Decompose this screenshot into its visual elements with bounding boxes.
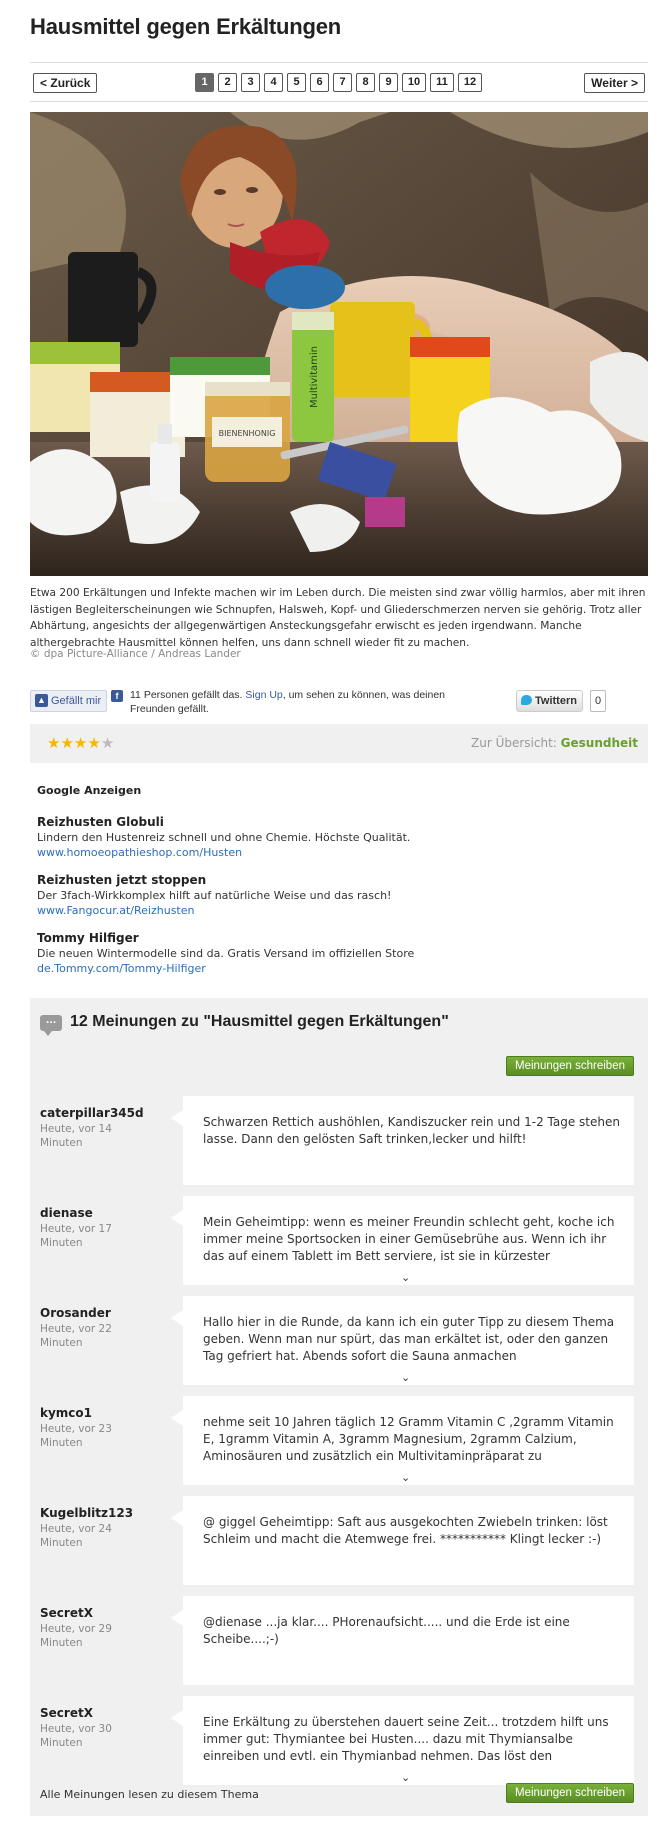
thumbs-up-icon: ▲ <box>35 694 48 707</box>
photo-credit: © dpa Picture-Alliance / Andreas Lander <box>30 648 241 660</box>
comment-item <box>30 1706 648 1794</box>
star-icon[interactable]: ★ <box>47 734 61 752</box>
comments-title: 12 Meinungen zu "Hausmittel gegen Erkältungen" <box>70 1013 449 1030</box>
page-title: Hausmittel gegen Erkältungen <box>30 14 342 39</box>
honey-jar-label: BIENENHONIG <box>218 429 276 438</box>
comment-time: Heute, vor 30 Minuten <box>40 1723 112 1749</box>
ad-item[interactable] <box>37 814 637 860</box>
chevron-right-icon: > <box>630 76 638 90</box>
overview-link <box>471 736 638 750</box>
comment-author[interactable]: kymco1 <box>40 1406 93 1420</box>
page-number-5[interactable]: 5 <box>287 73 306 92</box>
page-number-11[interactable]: 11 <box>430 73 454 92</box>
page-number-4[interactable]: 4 <box>264 73 283 92</box>
speech-bubble-icon: ... <box>40 1015 62 1031</box>
twitter-bird-icon <box>521 695 532 705</box>
ad-title[interactable]: Tommy Hilfiger <box>37 931 139 945</box>
star-icon[interactable]: ★ <box>87 734 101 752</box>
facebook-signup-link[interactable]: Sign Up <box>245 689 283 701</box>
page-number-7[interactable]: 7 <box>333 73 352 92</box>
comment-bubble <box>183 1496 634 1585</box>
comment-bubble <box>183 1096 634 1185</box>
page-number-6[interactable]: 6 <box>310 73 329 92</box>
chevron-left-icon: < <box>40 76 48 90</box>
ad-title[interactable]: Reizhusten jetzt stoppen <box>37 873 207 887</box>
ad-text: Lindern den Hustenreiz schnell und ohne Chemie. Höchste Qualität. <box>37 831 411 844</box>
page-number-2[interactable]: 2 <box>218 73 237 92</box>
write-comment-button[interactable]: Meinungen schreiben <box>506 1056 634 1076</box>
comment-bubble <box>183 1396 634 1485</box>
facebook-like-suffix: , um sehen zu können, was deinen Freunden gefällt. <box>130 689 446 715</box>
page-number-3[interactable]: 3 <box>241 73 260 92</box>
ad-text: Die neuen Wintermodelle sind da. Gratis Versand im offiziellen Store <box>37 947 415 960</box>
prev-button[interactable] <box>33 73 97 93</box>
google-ads <box>37 784 637 988</box>
comment-text: @dienase ...ja klar.... PHorenaufsicht..... und die Erde ist eine Scheibe....;-) <box>203 1615 570 1646</box>
page-number-8[interactable]: 8 <box>356 73 375 92</box>
overview-category-link[interactable]: Gesundheit <box>560 736 638 750</box>
comment-item <box>30 1506 648 1594</box>
comment-text: Eine Erkältung zu überstehen dauert seine Zeit... trotzdem hilft uns immer gut: Thymiantee bei Husten.... dazu mit Thymiansalbe einreiben und evtl. ein Thymianbad nehmen. Das löst den <box>203 1715 609 1763</box>
twitter-button[interactable] <box>516 690 583 712</box>
social-bar <box>30 688 648 724</box>
comment-time: Heute, vor 17 Minuten <box>40 1223 112 1249</box>
comment-text: Schwarzen Rettich aushöhlen, Kandiszucker rein und 1-2 Tage stehen lasse. Dann den gelösten Saft trinken,lecker und hilft! <box>203 1115 620 1146</box>
comment-author[interactable]: Kugelblitz123 <box>40 1506 134 1520</box>
page-numbers <box>195 73 486 93</box>
comment-item <box>30 1206 648 1294</box>
overview-label: Zur Übersicht: <box>471 736 557 750</box>
comment-bubble <box>183 1196 634 1285</box>
comment-item <box>30 1306 648 1394</box>
expand-chevron-icon[interactable]: ⌄ <box>401 1371 411 1384</box>
ad-url[interactable]: www.Fangocur.at/Reizhusten <box>37 904 195 917</box>
expand-chevron-icon[interactable]: ⌄ <box>401 1471 411 1484</box>
ad-url[interactable]: www.homoeopathieshop.com/Husten <box>37 846 243 859</box>
comment-time: Heute, vor 14 Minuten <box>40 1123 112 1149</box>
comment-text: Mein Geheimtipp: wenn es meiner Freundin schlecht geht, koche ich immer meine Sportsocken in einer Gemüsebrühe aus. Wenn ich ihr das auf einem Tablett im Bett serviere, ist sie in kürzester <box>203 1215 615 1263</box>
comment-bubble <box>183 1696 634 1785</box>
star-icon[interactable]: ★ <box>73 734 88 752</box>
ad-text: Der 3fach-Wirkkomplex hilft auf natürliche Weise und das rasch! <box>37 889 392 902</box>
comment-author[interactable]: SecretX <box>40 1706 93 1720</box>
next-button[interactable] <box>584 73 645 93</box>
sick-woman-photo <box>30 112 648 576</box>
star-rating[interactable] <box>47 734 114 752</box>
ads-heading: Google Anzeigen <box>37 784 142 797</box>
comment-item <box>30 1606 648 1694</box>
twitter-label: Twittern <box>535 695 577 707</box>
write-comment-button-bottom[interactable]: Meinungen schreiben <box>506 1783 634 1803</box>
comment-text: @ giggel Geheimtipp: Saft aus ausgekochten Zwiebeln trinken: löst Schleim und macht die Atemwege frei. *********** Klingt lecker :-) <box>203 1515 608 1546</box>
expand-chevron-icon[interactable]: ⌄ <box>401 1771 411 1784</box>
comment-time: Heute, vor 22 Minuten <box>40 1323 112 1349</box>
rating-bar <box>30 724 648 763</box>
next-label: Weiter <box>591 76 628 90</box>
facebook-like-button[interactable] <box>30 690 107 712</box>
comment-item <box>30 1106 648 1194</box>
ad-item[interactable] <box>37 930 637 976</box>
expand-chevron-icon[interactable]: ⌄ <box>401 1271 411 1284</box>
ad-item[interactable] <box>37 872 637 918</box>
comment-author[interactable]: SecretX <box>40 1606 93 1620</box>
comment-text: nehme seit 10 Jahren täglich 12 Gramm Vitamin C ,2gramm Vitamin E, 1gramm Vitamin A, 3gramm Magnesium, 2gramm Calzium, Aminosäuren und zusätzlich ein Multivitaminpräparat zu <box>203 1415 614 1463</box>
comment-author[interactable]: caterpillar345d <box>40 1106 144 1120</box>
page-number-1[interactable]: 1 <box>195 73 214 92</box>
facebook-icon: f <box>111 690 123 702</box>
article-caption: Etwa 200 Erkältungen und Infekte machen wir im Leben durch. Die meisten sind zwar völlig harmlos, aber mit ihren lästigen Begleiterscheinungen wie Schnupfen, Halsweh, Kopf- und Gliederschmerzen nerven sie gehörig. Trotz aller Abhärtung, angesichts der allgegenwärtigen Ansteckungsgefahr erwischt es jeden irgendwann. Manche althergebrachte Hausmittel können helfen, uns dann schnell wieder fit zu machen. <box>30 587 646 649</box>
twitter-count: 0 <box>590 690 606 712</box>
comment-author[interactable]: dienase <box>40 1206 93 1220</box>
vitamin-tube-label: Multivitamin <box>309 345 320 409</box>
pagination <box>30 62 648 102</box>
star-icon[interactable]: ★ <box>100 734 115 752</box>
facebook-like-count-text: 11 Personen gefällt das. <box>130 689 243 701</box>
comment-item <box>30 1406 648 1494</box>
page-number-10[interactable]: 10 <box>402 73 426 92</box>
comment-time: Heute, vor 29 Minuten <box>40 1623 112 1649</box>
prev-label: Zurück <box>50 76 91 90</box>
comment-bubble <box>183 1596 634 1685</box>
facebook-like-text <box>130 688 470 716</box>
facebook-like-label: Gefällt mir <box>51 695 102 707</box>
comment-author[interactable]: Orosander <box>40 1306 111 1320</box>
comment-time: Heute, vor 24 Minuten <box>40 1523 112 1549</box>
ad-url[interactable]: de.Tommy.com/Tommy-Hilfiger <box>37 962 206 975</box>
star-icon[interactable]: ★ <box>60 734 74 752</box>
comment-text: Hallo hier in die Runde, da kann ich ein guter Tipp zu diesem Thema geben. Wenn man nur spürt, das man erkältet ist, oder den ganzen Tag gefriert hat. Abends sofort die Sauna anmachen <box>203 1315 615 1363</box>
page-number-9[interactable]: 9 <box>379 73 398 92</box>
article-photo <box>30 112 648 576</box>
comments-section <box>30 998 648 1816</box>
comment-bubble <box>183 1296 634 1385</box>
ad-title[interactable]: Reizhusten Globuli <box>37 815 164 829</box>
page-number-12[interactable]: 12 <box>458 73 482 92</box>
all-comments-link[interactable]: Alle Meinungen lesen zu diesem Thema <box>40 1788 259 1801</box>
comment-time: Heute, vor 23 Minuten <box>40 1423 112 1449</box>
